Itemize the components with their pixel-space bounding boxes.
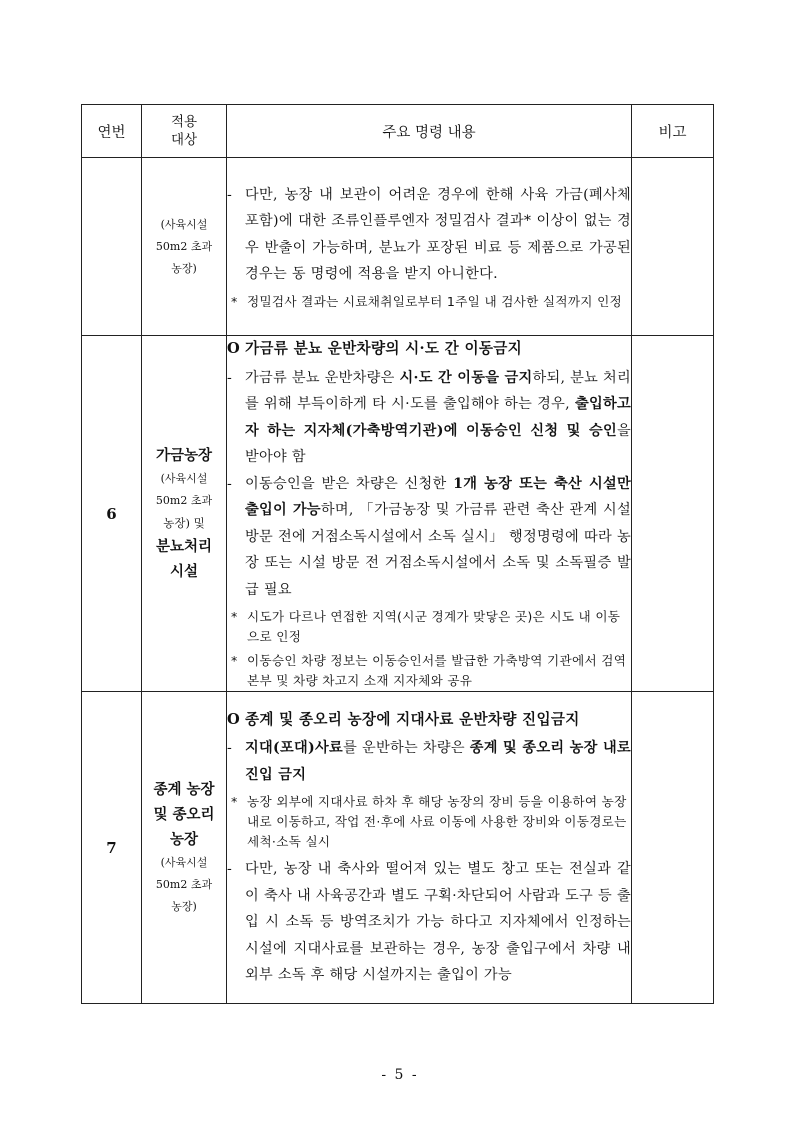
- row7-target-bold2: 및 종오리: [153, 806, 215, 823]
- table-header-row: [82, 105, 714, 158]
- row7-content: [227, 692, 632, 1004]
- row6-target-bold2: 분뇨처리: [155, 538, 213, 555]
- header-note: 비고: [632, 105, 714, 158]
- table-row-continued: [82, 158, 714, 336]
- row6-item2: [227, 471, 631, 604]
- row7-heading: [227, 707, 631, 736]
- row7-target-bold1: 종계 농장: [153, 781, 215, 798]
- row6-target-small2: 50m2 초과: [155, 494, 213, 507]
- star-marker: *: [231, 293, 238, 309]
- row7-num: 7: [82, 692, 142, 1004]
- row7-item2: [227, 856, 631, 989]
- dash-marker: -: [227, 369, 233, 386]
- row0-remark: [632, 158, 714, 336]
- row6-heading: [227, 336, 631, 365]
- row0-num: [82, 158, 142, 336]
- row6-note1: [227, 607, 631, 647]
- row7-note1-text: 농장 외부에 지대사료 하차 후 해당 농장의 장비 등을 이용하여 농장 내로 이동하고, 작업 전·후에 사료 이동에 사용한 장비와 이동경로는 세척·소독 실시: [247, 794, 627, 849]
- row6-heading-text: 가금류 분뇨 운반차량의 시·도 간 이동금지: [245, 340, 523, 357]
- dash-marker: -: [227, 475, 233, 492]
- header-target-line1: 적용: [170, 114, 198, 130]
- row0-item1: [227, 182, 631, 288]
- row6-note2-text: 이동승인 차량 정보는 이동승인서를 발급한 가축방역 기관에서 검역본부 및 차량 차고지 소재 지자체와 공유: [247, 653, 627, 688]
- star-marker: *: [231, 609, 238, 624]
- table-row-7: [82, 692, 714, 1004]
- row0-note1-text: 정밀검사 결과는 시료채취일로부터 1주일 내 검사한 실적까지 인정: [247, 293, 623, 309]
- header-content: 주요 명령 내용: [227, 105, 632, 158]
- row0-content: [227, 158, 632, 336]
- circle-marker: O: [227, 710, 241, 728]
- header-target: [142, 105, 227, 158]
- row7-target-bold3: 농장: [169, 831, 198, 848]
- row7-heading-text: 종계 및 종오리 농장에 지대사료 운반차량 진입금지: [245, 710, 580, 728]
- row0-target-line2: 50m2 초과: [155, 239, 213, 253]
- star-marker: *: [231, 794, 238, 809]
- row0-note1: [227, 292, 631, 312]
- order-table: [81, 104, 714, 1004]
- row6-target-main: 가금농장: [155, 447, 213, 464]
- row0-item1-text: 다만, 농장 내 보관이 어려운 경우에 한해 사육 가금(폐사체 포함)에 대한 조류인플루엔자 정밀검사 결과* 이상이 없는 경우 반출이 가능하며, 분뇨가 포장된 비료 등 제품으로 가공된 경우는 동 명령에 적용을 받지 아니한다.: [245, 186, 631, 282]
- row6-item2-text: 이동승인을 받은 차량은 신청한 1개 농장 또는 축산 시설만 출입이 가능하며, 「가금농장 및 가금류 관련 축산 관계 시설 방문 전에 거점소독시설에서 소독 실시」 행정명령에 따라 농장 또는 시설 방문 전 거점소독시설에서 소독 및 소독필증 발급 필요: [245, 475, 632, 598]
- row6-remark: [632, 336, 714, 692]
- star-marker: *: [231, 653, 238, 668]
- row6-note1-text: 시도가 다르나 연접한 지역(시군 경계가 맞닿은 곳)은 시도 내 이동으로 인정: [247, 609, 621, 644]
- dash-marker: -: [227, 186, 233, 203]
- row7-item1-text: 지대(포대)사료를 운반하는 차량은 종계 및 종오리 농장 내로 진입 금지: [245, 740, 631, 783]
- table-row-6: [82, 336, 714, 692]
- row6-target-small1: (사육시설: [160, 472, 208, 485]
- row7-item2-text: 다만, 농장 내 축사와 떨어져 있는 별도 창고 또는 전실과 같이 축사 내 사육공간과 별도 구획·차단되어 사람과 도구 등 출입 시 소독 등 방역조치가 가능 하다고 지자체에서 인정하는 시설에 지대사료를 보관하는 경우, 농장 출입구에서 차량 내외부 소독 후 해당 시설까지는 출입이 가능: [245, 861, 631, 983]
- row7-target-small1: (사육시설: [160, 856, 208, 869]
- row7-remark: [632, 692, 714, 1004]
- row6-note2: [227, 651, 631, 691]
- row7-note1: [227, 792, 631, 852]
- dash-marker: -: [227, 740, 233, 756]
- dash-marker: -: [227, 861, 233, 877]
- row0-target-line1: (사육시설: [160, 217, 208, 231]
- row6-content: [227, 336, 632, 692]
- row7-item1: [227, 735, 631, 788]
- row7-target: [142, 692, 227, 1004]
- row6-target-mid: 농장) 및: [163, 516, 205, 530]
- circle-marker: O: [227, 340, 241, 357]
- row6-num: 6: [82, 336, 142, 692]
- row0-target: [142, 158, 227, 336]
- row6-item1-text: 가금류 분뇨 운반차량은 시·도 간 이동을 금지하되, 분뇨 처리를 위해 부득이하게 타 시·도를 출입해야 하는 경우, 출입하고자 하는 지자체(가축방역기관)에 이동승인 신청 및 승인을 받아야 함: [245, 369, 632, 465]
- header-target-line2: 대상: [170, 132, 198, 148]
- row7-target-small2: 50m2 초과: [155, 878, 213, 891]
- row6-item1: [227, 365, 631, 471]
- header-num: 연번: [82, 105, 142, 158]
- row6-target-bold3: 시설: [169, 563, 198, 580]
- row6-target: [142, 336, 227, 692]
- row7-target-small3: 농장): [171, 900, 197, 913]
- row0-target-line3: 농장): [171, 261, 197, 275]
- page-number: - 5 -: [381, 1067, 419, 1083]
